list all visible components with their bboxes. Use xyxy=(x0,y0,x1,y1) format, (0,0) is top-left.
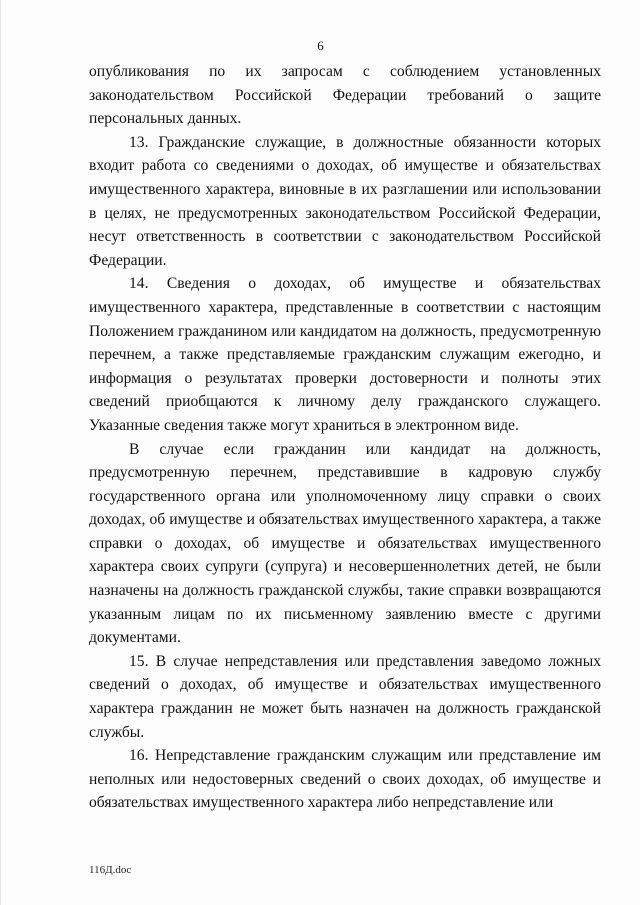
file-name-footer: 116Д.doc xyxy=(89,864,132,876)
document-body xyxy=(89,60,601,815)
paragraph-14: 14. Сведения о доходах, об имуществе и обязательствах имущественного характера, представленные в соответствии с настоящим Положением гражданином или кандидатом на должность, предусмотренную перечнем, а также представляемые гражданским служащим ежегодно, и информация о результатах проверки достоверности и полноты этих сведений приобщаются к личному делу гражданского служащего. Указанные сведения также могут храниться в электронном виде. xyxy=(89,275,601,434)
page-number: 6 xyxy=(317,38,324,53)
paragraph-14-continued: В случае если гражданин или кандидат на должность, предусмотренную перечнем, представившие в кадровую службу государственного органа или уполномоченному лицу справки о своих доходах, об имуществе и обязательствах имущественного характера, а также справки о доходах, об имуществе и обязательствах имущественного характера своих супруги (супруга) и несовершеннолетних детей, не были назначены на должность гражданской службы, такие справки возвращаются указанным лицам по их письменному заявлению вместе с другими документами. xyxy=(89,440,601,647)
paragraph-13: 13. Гражданские служащие, в должностные обязанности которых входит работа со сведениями о доходах, об имуществе и обязательствах имущественного характера, виновные в их разглашении или использовании в целях, не предусмотренных законодательством Российской Федерации, несут ответственность в соответствии с законодательством Российской Федерации. xyxy=(89,133,601,269)
paragraph-continuation: опубликования по их запросам с соблюдением установленных законодательством Российской Федерации требований о защите персональных данных. xyxy=(89,63,601,128)
paragraph-16: 16. Непредставление гражданским служащим или представление им неполных или недостоверных сведений о своих доходах, об имуществе и обязательствах имущественного характера либо непредставление или xyxy=(89,747,601,812)
paragraph-15: 15. В случае непредставления или представления заведомо ложных сведений о доходах, об имуществе и обязательствах имущественного характера гражданин не может быть назначен на должность гражданской службы. xyxy=(89,652,601,741)
